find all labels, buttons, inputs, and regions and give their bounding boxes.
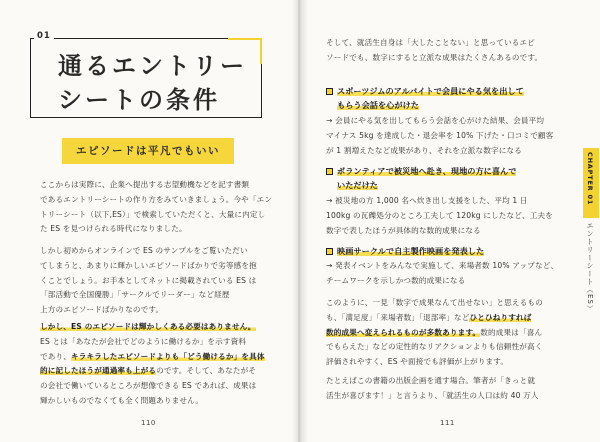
text-line: が 1 割増えたなど成果があり、それを立派な数字になる	[326, 145, 522, 155]
chapter-title-line-1: 通るエントリー	[58, 52, 247, 80]
text-line: → 会員にやる気を出してもらう会話を心がけた結果、会員平均	[326, 116, 545, 125]
text-line: でもらえた」などの定性的なリアクションよりも信頼性が高く	[326, 342, 543, 352]
right-paragraph-end	[326, 374, 564, 404]
left-paragraph-1	[40, 178, 278, 237]
text-line: も、「満足度」「来場者数」「退部率」などひとひねりすれば	[326, 312, 532, 322]
chapter-side-tab-label: CHAPTER 01	[586, 152, 594, 206]
text-line	[326, 178, 516, 192]
text-line: このように、一見「数字で成果なんて出せない」と思えるもの	[326, 298, 543, 307]
text-line: 輝かしいものでなくても全く問題ありません。	[40, 395, 204, 405]
highlight: しかし、ES のエピソードは輝かしくある必要はありません。	[40, 322, 256, 331]
text-line: 活生が喜びます！」と言うより、「就活生の人口は約 40 万人	[326, 390, 539, 400]
highlight: 的に記したほうが通過率も上がる	[40, 366, 157, 376]
text-line: マイナス 5kg を達成した・退会率を 10% 下げた・口コミで顧客	[326, 130, 554, 140]
text-line: 上方のエピソードばかりなのです。	[40, 305, 164, 315]
running-title: エントリーシート（ES）	[586, 222, 594, 313]
bullet-heading-1	[326, 84, 524, 112]
title-frame-accent	[228, 38, 262, 40]
title-frame-accent-vertical	[260, 38, 262, 64]
chapter-number: 01	[34, 31, 54, 41]
text-line: てしまうと、あまりに輝かしいエピソードばかりで劣等感を抱	[40, 260, 257, 270]
text-line: たとえばこの書籍の出版企画を通す場合。筆者が「きっと就	[326, 376, 536, 385]
bullet-heading-2	[326, 164, 516, 192]
text-line	[326, 164, 516, 178]
right-intro	[326, 36, 564, 66]
text-line: 評価されやすく、ES や面接でも評価が上がります。	[326, 357, 509, 367]
text-line: しかし初めからオンラインで ES のサンプルをご覧いただい	[40, 246, 248, 255]
highlight: 数的成果へ変えられるものが多数あります。	[326, 327, 481, 337]
right-paragraph-mid	[326, 296, 564, 370]
text: ボランティアで被災地へ赴き、現地の方に喜んで	[337, 166, 517, 176]
text-line	[326, 98, 524, 112]
book-gutter	[292, 0, 308, 442]
page-number-right: 111	[440, 419, 455, 427]
text-line: ES とは「あなたが会社でどのように働けるか」を示す資料	[40, 336, 247, 346]
text-line: であり、キラキラしたエピソードよりも「どう働けるか」を具体	[40, 351, 265, 361]
text-line: 数的成果へ変えられるものが多数あります。数的成果は「喜ん	[326, 327, 543, 337]
text-line: た ES を見つけられる時代になりました。	[40, 224, 187, 234]
text: 映画サークルで自主製作映画を発表した	[337, 246, 485, 256]
page-number-left: 110	[141, 419, 156, 427]
chapter-title-line-2: シートの条件	[58, 86, 220, 114]
text-line: 的に記したほうが通過率も上がるのです。そして、あなたがそ	[40, 366, 257, 376]
highlight: キラキラしたエピソードよりも「どう働けるか」を具体	[70, 351, 265, 361]
left-paragraph-3	[40, 320, 278, 409]
text-line: トリーシート（以下,ES）」で検索していただくと、大量に内定し	[40, 209, 266, 219]
text-line: → 発表イベントをみんなで実施して、来場者数 10% アップなど、	[326, 261, 559, 270]
text-line: 100kg の瓦礫処分のところ工夫して 120kg にしたなど、工夫を	[326, 210, 553, 220]
text-line	[326, 244, 484, 258]
text-line: 数字で表したほうが具体的な数的成果になる	[326, 225, 481, 235]
square-bullet-icon	[326, 168, 333, 175]
left-paragraph-2	[40, 244, 278, 318]
text: スポーツジムのアルバイトで会員にやる気を出して	[337, 86, 524, 96]
text-line: 「部活動で全国優勝」「サークルでリーダー」など経歴	[40, 290, 230, 300]
text-line: ここからは実際に、企業へ提出する志望動機などを記す書類	[40, 180, 250, 189]
text-line: の会社で働いているところが想像できる ES であれば、成果は	[40, 381, 257, 391]
highlight: ひとひねりすれば	[469, 312, 532, 322]
bullet-body-3	[326, 259, 564, 289]
text-line: ソードでも、数字にすると立派な成果はたくさんあるのです。	[326, 52, 543, 62]
text-line	[326, 84, 524, 98]
bullet-heading-3	[326, 244, 484, 258]
square-bullet-icon	[326, 88, 333, 95]
text-line	[40, 320, 278, 335]
text: いただけた	[337, 180, 378, 190]
section-banner: エピソードは平凡でもいい	[62, 138, 234, 164]
bullet-body-1	[326, 114, 564, 158]
text-line: → 被災地の方 1,000 名へ炊き出し支援をした、平均 1 日	[326, 196, 528, 205]
text-line: チームワークを示しかつ数的成果になる	[326, 275, 466, 285]
text-line: くことでしょう。お手本としてネットに掲載されている ES は	[40, 275, 257, 285]
text-line: であるエントリーシートの作り方をみていきましょう。今や「エン	[40, 194, 273, 204]
text: もらう会話を心がけた	[337, 100, 419, 110]
square-bullet-icon	[326, 248, 333, 255]
text-line: そして、就活生自身は「大したことない」と思っているエピ	[326, 38, 535, 47]
bullet-body-2	[326, 194, 564, 238]
